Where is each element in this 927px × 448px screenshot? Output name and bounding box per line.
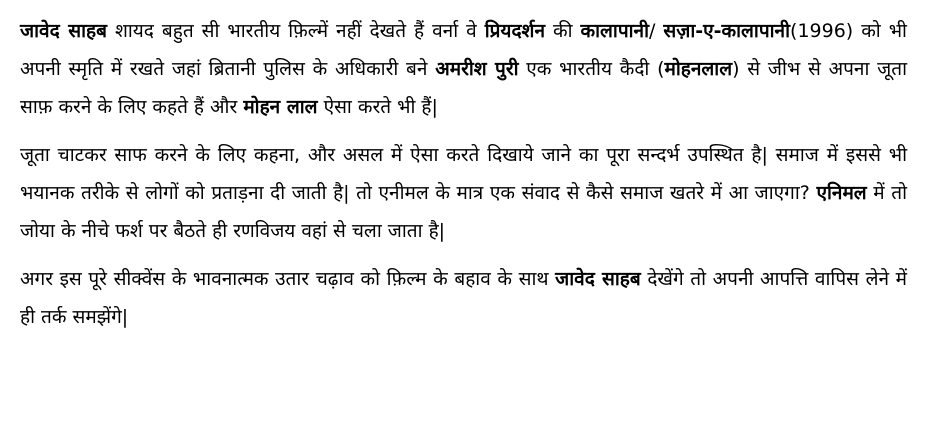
bold-text-run: प्रियदर्शन — [484, 20, 545, 42]
paragraph-3 — [20, 260, 907, 336]
text-run: अगर इस पूरे सीक्वेंस के भावनात्मक उतार चढ़ाव को फ़िल्म के बहाव के साथ — [20, 268, 556, 290]
text-run: (1996) को भी अपनी स्मृति में रखते जहां ब्रितानी पुलिस के अधिकारी बने — [20, 20, 907, 80]
bold-text-run: एनिमल — [816, 182, 867, 204]
text-run: शायद बहुत सी भारतीय फ़िल्में नहीं देखते हैं वर्ना वे — [106, 20, 485, 42]
bold-text-run: सज़ा-ए-कालापानी — [663, 20, 791, 42]
bold-text-run: मोहन लाल — [243, 96, 318, 118]
bold-text-run: जावेद साहब — [20, 20, 107, 42]
text-run: ) से जीभ से अपना जूता साफ़ करने के लिए कहते हैं और — [20, 58, 907, 118]
bold-text-run: कालापानी — [580, 20, 649, 42]
text-run: में तो जोया के नीचे फर्श पर बैठते ही रणविजय वहां से चला जाता है| — [20, 182, 907, 242]
bold-text-run: मोहनलाल — [664, 58, 733, 80]
text-run: एक भारतीय कैदी ( — [518, 58, 665, 80]
bold-text-run: अमरीश पुरी — [435, 58, 519, 80]
paragraph-2 — [20, 136, 907, 250]
paragraph-1 — [20, 12, 907, 126]
bold-text-run: जावेद साहब — [555, 268, 641, 290]
text-run: जूता चाटकर साफ करने के लिए कहना, और असल में ऐसा करते दिखाये जाने का पूरा सन्दर्भ उपस्थित है| समाज में इससे भी भयानक तरीके से लोगों को प्रताड़ना दी जाती है| तो एनीमल के मात्र एक संवाद से कैसे समाज खतरे में आ जाएगा? — [20, 144, 907, 204]
text-run: / — [649, 20, 664, 42]
text-run: देखेंगे तो अपनी आपत्ति वापिस लेने में ही तर्क समझेंगे| — [20, 268, 907, 328]
text-run: ऐसा करते भी हैं| — [317, 96, 438, 118]
text-run: की — [545, 20, 581, 42]
